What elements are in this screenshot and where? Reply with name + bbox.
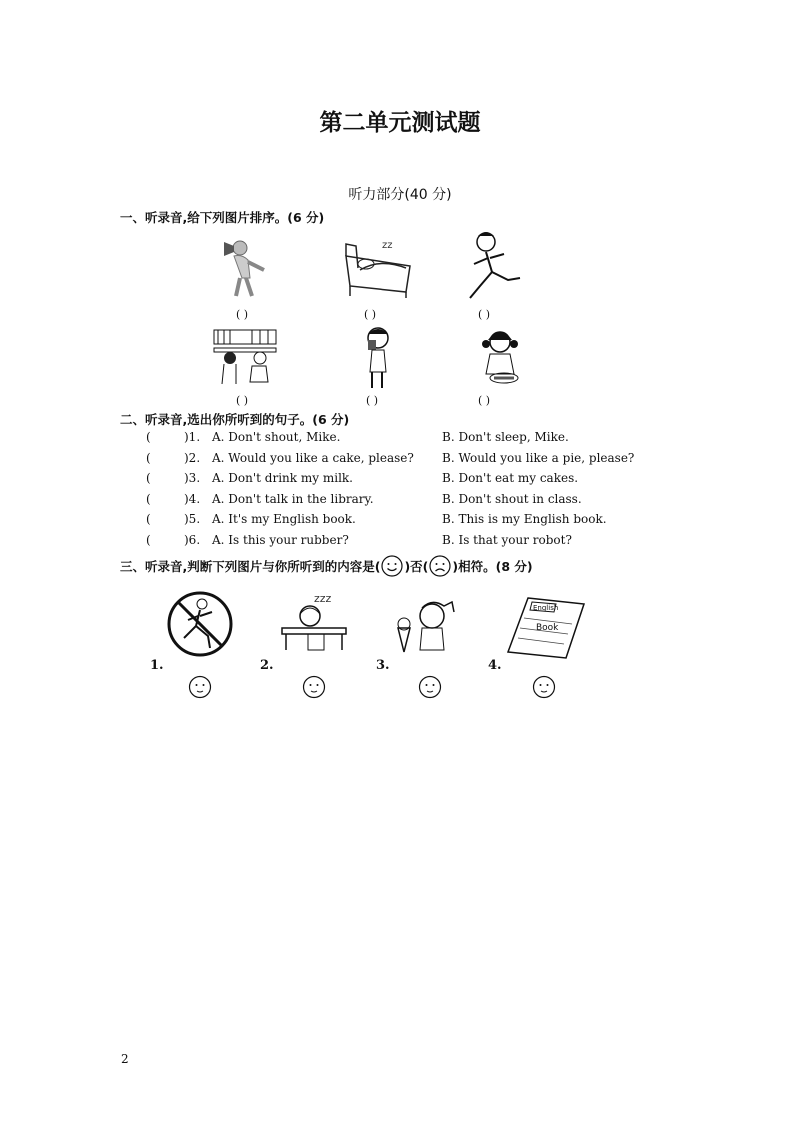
- listening-section-title: 听力部分(40 分): [348, 187, 452, 203]
- sleeping-at-desk-icon: [278, 590, 350, 652]
- running-boy-icon: [464, 228, 526, 304]
- answer-face-icon[interactable]: [188, 674, 212, 700]
- no-running-icon: [164, 590, 236, 658]
- picture-paren-3: ( ): [478, 308, 491, 321]
- picture-paren-4: ( ): [236, 394, 249, 407]
- page-title: 第二单元测试题: [319, 110, 481, 136]
- item-number-2: 2.: [260, 658, 274, 673]
- picture-paren-2: ( ): [364, 308, 377, 321]
- book-label: English: [533, 604, 559, 612]
- answer-paren[interactable]: (: [146, 451, 151, 465]
- answer-paren[interactable]: (: [146, 492, 151, 506]
- answer-paren[interactable]: (: [146, 512, 151, 526]
- svg-text:zz: zz: [382, 240, 393, 251]
- answer-paren[interactable]: (: [146, 533, 151, 547]
- library-talking-icon: [212, 326, 278, 384]
- part1-heading: 一、听录音,给下列图片排序。(6 分): [120, 210, 325, 225]
- picture-paren-5: ( ): [366, 394, 379, 407]
- answer-face-icon[interactable]: [302, 674, 326, 700]
- item-number-1: 1.: [150, 658, 164, 673]
- option-a: A. Is this your rubber?: [212, 533, 349, 547]
- answer-face-icon[interactable]: [532, 674, 556, 700]
- question-number: )2.: [184, 451, 201, 465]
- option-a: A. It's my English book.: [212, 512, 356, 526]
- megaphone-person-icon: [220, 234, 276, 298]
- option-b: B. Don't shout in class.: [442, 492, 582, 506]
- question-number: )4.: [184, 492, 201, 506]
- option-b: B. Don't eat my cakes.: [442, 471, 579, 485]
- option-a: A. Don't drink my milk.: [212, 471, 353, 485]
- question-number: )1.: [184, 430, 201, 444]
- page-number: 2: [121, 1052, 129, 1066]
- english-book-icon: [506, 596, 586, 660]
- option-b: B. This is my English book.: [442, 512, 607, 526]
- option-b: B. Would you like a pie, please?: [442, 451, 635, 465]
- ice-cream-boy-icon: [392, 594, 464, 658]
- smiley-face-icon: [380, 554, 404, 578]
- picture-paren-6: ( ): [478, 394, 491, 407]
- book-text: Book: [536, 623, 559, 633]
- answer-paren[interactable]: (: [146, 430, 151, 444]
- option-a: A. Don't shout, Mike.: [212, 430, 341, 444]
- question-number: )3.: [184, 471, 201, 485]
- question-number: )6.: [184, 533, 201, 547]
- question-number: )5.: [184, 512, 201, 526]
- option-a: A. Would you like a cake, please?: [212, 451, 414, 465]
- option-a: A. Don't talk in the library.: [212, 492, 374, 506]
- boy-drinking-icon: [354, 324, 404, 390]
- part3-heading: 三、听录音,判断下列图片与你所听到的内容是( )否( )相符。(8 分): [120, 554, 533, 578]
- option-b: B. Is that your robot?: [442, 533, 572, 547]
- answer-paren[interactable]: (: [146, 471, 151, 485]
- option-b: B. Don't sleep, Mike.: [442, 430, 569, 444]
- picture-paren-1: ( ): [236, 308, 249, 321]
- girl-eating-icon: [474, 324, 528, 388]
- part2-heading: 二、听录音,选出你所听到的句子。(6 分): [120, 412, 350, 427]
- sad-face-icon: [428, 554, 452, 578]
- item-number-3: 3.: [376, 658, 390, 673]
- sleeping-in-bed-icon: [340, 236, 414, 300]
- answer-face-icon[interactable]: [418, 674, 442, 700]
- item-number-4: 4.: [488, 658, 502, 673]
- svg-text:zzz: zzz: [314, 592, 332, 605]
